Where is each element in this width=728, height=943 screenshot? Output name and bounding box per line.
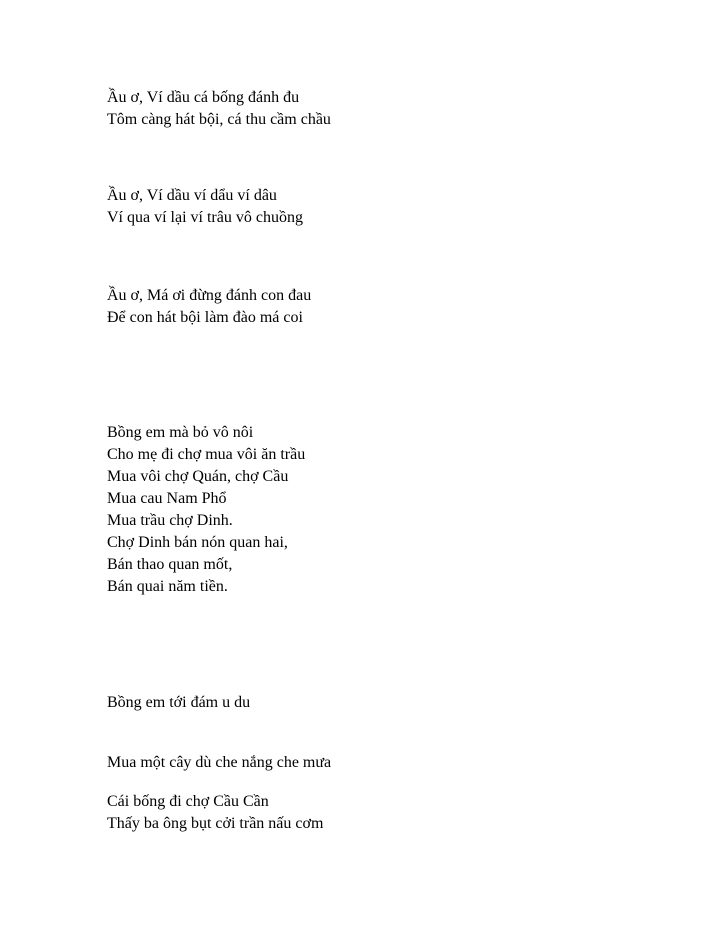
stanza-4-line-8: Bán quai năm tiền.	[107, 578, 228, 595]
stanza-1-line-2: Tôm càng hát bội, cá thu cầm chầu	[107, 111, 331, 128]
stanza-7-line-1: Cái bống đi chợ Cầu Cần	[107, 793, 269, 810]
stanza-4-line-6: Chợ Dinh bán nón quan hai,	[107, 534, 288, 551]
stanza-2-line-1: Ầu ơ, Ví dầu ví dẩu ví dâu	[107, 187, 277, 204]
stanza-3-line-2: Để con hát bội làm đào má coi	[107, 309, 303, 326]
stanza-5-line-1: Bồng em tới đám u du	[107, 694, 251, 711]
stanza-4-line-4: Mua cau Nam Phổ	[107, 490, 227, 507]
stanza-3-line-1: Ầu ơ, Má ơi đừng đánh con đau	[107, 287, 312, 304]
stanza-4-line-3: Mua vôi chợ Quán, chợ Cầu	[107, 468, 289, 485]
stanza-4-line-1: Bồng em mà bỏ vô nôi	[107, 424, 254, 441]
stanza-7-line-2: Thấy ba ông bụt cởi trần nấu cơm	[107, 815, 324, 832]
stanza-1-line-1: Ầu ơ, Ví dầu cá bống đánh đu	[107, 89, 300, 106]
stanza-4-line-5: Mua trầu chợ Dinh.	[107, 512, 233, 529]
stanza-4-line-2: Cho mẹ đi chợ mua vôi ăn trầu	[107, 446, 306, 463]
stanza-4-line-7: Bán thao quan mốt,	[107, 556, 233, 573]
stanza-6-line-1: Mua một cây dù che nắng che mưa	[107, 754, 332, 771]
stanza-2-line-2: Ví qua ví lại ví trâu vô chuồng	[107, 209, 303, 226]
